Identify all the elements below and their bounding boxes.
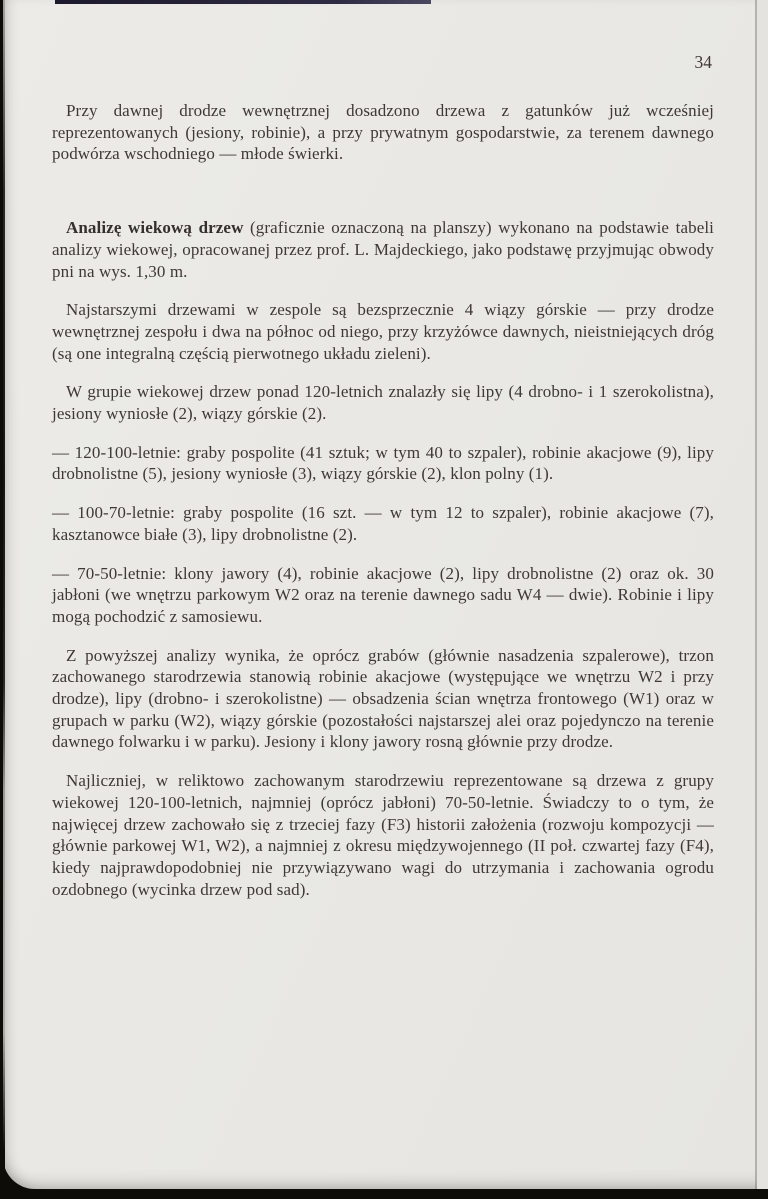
paragraph-120-100 <box>52 442 714 485</box>
paragraph-text: — 70-50-letnie: klony jawory (4), robinie akacjowe (2), lipy drobnolistne (2) oraz ok. 30 jabłoni (we wnętrzu parkowym W2 oraz na terenie dawnego sadu W4 — dwie). Robinie i lipy mogą pochodzić z samosiewu. <box>52 563 714 626</box>
paragraph-over-120 <box>52 381 714 424</box>
page-right-edge-zone <box>757 0 768 1189</box>
paragraph-70-50 <box>52 563 714 628</box>
scanned-page <box>3 0 768 1189</box>
paragraph-text: (graficznie oznaczoną na planszy) wykonano na podstawie tabeli analizy wiekowej, opracowanej przez prof. L. Majdeckiego, jako podstawę przyjmując obwody pni na wys. 1,30 m. <box>52 218 714 281</box>
scan-artifact-left-strip <box>0 0 5 1199</box>
scan-artifact-top-strip <box>55 0 431 4</box>
paragraph-text: Przy dawnej drodze wewnętrznej dosadzono drzewa z gatunków już wcześniej reprezentowanych (jesiony, robinie), a przy prywatnym gospodarstwie, za terenem dawnego podwórza wschodniego — młode świerki. <box>52 101 714 164</box>
paragraph-text: Najliczniej, w reliktowo zachowanym starodrzewiu reprezentowane są drzewa z grupy wiekowej 120-100-letnich, najmniej (oprócz jabłoni) 70-50-letnie. Świadczy to o tym, że najwięcej drzew zachowało się z trzeciej fazy (F3) historii założenia (rozwoju kompozycji — głównie parkowej W1, W2), a najmniej z okresu międzywojennego (II poł. czwartej fazy (F4), kiedy najprawdopodobniej nie przywiązywano wagi do utrzymania i zachowania ogrodu ozdobnego (wycinka drzew pod sad). <box>52 771 714 899</box>
paragraph-analysis-summary <box>52 645 714 754</box>
paragraph-text: — 100-70-letnie: graby pospolite (16 szt. — w tym 12 to szpaler), robinie akacjowe (7), kasztanowce białe (3), lipy drobnolistne (2). <box>52 503 714 544</box>
paragraph-text: Z powyższej analizy wynika, że oprócz grabów (głównie nasadzenia szpalerowe), trzon zachowanego starodrzewia stanowią robinie akacjowe (występujące we wnętrzu W2 i przy drodze), lipy (drobno- i szerokolistne) — obsadzenia ścian wnętrza frontowego (W1) oraz w grupach w parku (W2), wiązy górskie (pozostałości najstarszej alei oraz pojedynczo na terenie dawnego folwarku i w parku). Jesiony i klony jawory rosną głównie przy drodze. <box>52 645 714 752</box>
paragraph-intro <box>52 100 714 165</box>
paragraph-text: W grupie wiekowej drzew ponad 120-letnich znalazły się lipy (4 drobno- i 1 szerokolistna), jesiony wyniosłe (2), wiązy górskie (2). <box>52 382 714 424</box>
page-right-edge-line <box>755 0 757 1189</box>
page-text-block <box>52 100 714 917</box>
paragraph-100-70 <box>52 502 714 545</box>
paragraph-oldest-trees <box>52 299 714 364</box>
paragraph-conclusion <box>52 770 714 900</box>
page-number: 34 <box>694 52 712 72</box>
paragraph-text: Najstarszymi drzewami w zespole są bezsprzecznie 4 wiązy górskie — przy drodze wewnętrznej zespołu i dwa na północ od niego, przy krzyżówce dawnych, nieistniejących dróg (są one integralną częścią pierwotnego układu zieleni). <box>52 300 714 363</box>
paragraph-bold-lead: Analizę wiekową drzew <box>66 218 244 238</box>
paragraph-age-analysis <box>52 217 714 282</box>
paragraph-text: — 120-100-letnie: graby pospolite (41 sztuk; w tym 40 to szpaler), robinie akacjowe (9), lipy drobnolistne (5), jesiony wyniosłe (3), wiązy górskie (2), klon polny (1). <box>52 442 714 484</box>
